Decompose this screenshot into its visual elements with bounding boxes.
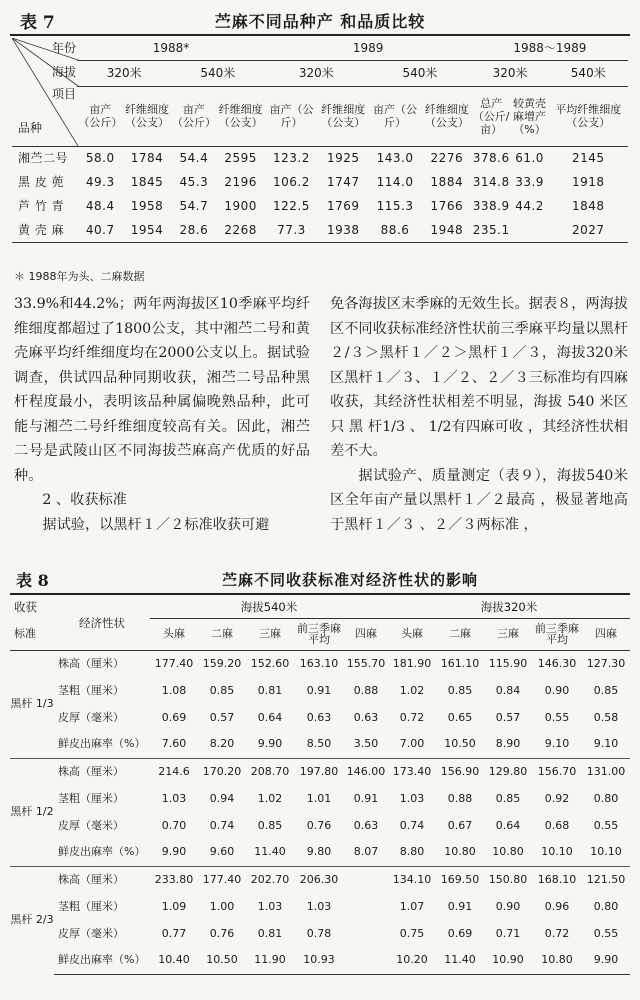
cell: 181.90 <box>392 656 432 670</box>
cell: 2027 <box>549 219 628 243</box>
cell: 0.55 <box>593 818 619 832</box>
cell: 0.96 <box>544 899 570 913</box>
cell: 9.90 <box>257 737 283 751</box>
cell: 168.10 <box>532 866 582 893</box>
cell <box>511 219 549 243</box>
cell: 40.7 <box>77 219 123 243</box>
cell: 1.03 <box>257 899 283 913</box>
cell: 10.10 <box>590 845 622 859</box>
cell: 44.2 <box>515 199 544 213</box>
cell: 122.5 <box>273 199 310 213</box>
table-row <box>10 731 630 758</box>
cell: 146.30 <box>537 656 577 670</box>
econ-trait-header: 经济性状 <box>54 596 150 650</box>
cell: 177.40 <box>198 866 246 893</box>
cell: 2196 <box>224 175 257 189</box>
corner-variety: 品种 <box>18 121 43 135</box>
cell: 115.90 <box>488 656 528 670</box>
cell: 235.1 <box>472 219 511 243</box>
cell: 10.20 <box>388 947 436 974</box>
cell: 1.02 <box>257 791 283 805</box>
cell: 8.50 <box>306 737 332 751</box>
table8-title: 苎麻不同收获标准对经济性状的影响 <box>221 571 478 589</box>
cell: 1.01 <box>306 791 332 805</box>
indicator-name: 株高（厘米） <box>58 656 124 670</box>
cell: 0.85 <box>593 683 619 697</box>
table-row <box>12 147 628 171</box>
cell: 1.03 <box>161 791 187 805</box>
cell: 0.74 <box>399 818 425 832</box>
cell: 88.6 <box>368 219 422 243</box>
cell: 0.80 <box>593 899 619 913</box>
cell: 49.3 <box>85 175 115 189</box>
corner-year: 年份 <box>52 41 77 55</box>
cell: 161.10 <box>440 656 480 670</box>
cell: 0.71 <box>495 926 521 940</box>
cell: 54.4 <box>179 151 209 166</box>
cell: 0.85 <box>447 683 473 697</box>
cell: 202.70 <box>246 866 294 893</box>
cell: 0.94 <box>209 791 235 805</box>
cell: 9.10 <box>544 737 570 751</box>
cell: 10.50 <box>444 737 476 751</box>
altitude-header: 540米 <box>171 60 265 86</box>
cell: 0.72 <box>544 926 570 940</box>
cell: 1845 <box>130 175 164 189</box>
cell: 0.78 <box>306 926 332 940</box>
year-header: 1988* <box>152 41 190 56</box>
cell: 0.57 <box>495 710 521 724</box>
cell: 1884 <box>430 175 464 189</box>
table8-header <box>10 566 630 592</box>
cell: 0.88 <box>353 683 379 697</box>
cell: 7.60 <box>161 737 187 751</box>
cell: 1925 <box>326 151 360 166</box>
column-header: 三麻 <box>246 618 294 650</box>
column-header: 二麻 <box>198 618 246 650</box>
table7-top-rule <box>10 34 630 36</box>
column-header: 前三季麻平均 <box>294 618 344 650</box>
altitude-group-header: 海拔540米 <box>240 599 298 614</box>
subheader: 较黄壳麻增产（%） <box>511 86 549 146</box>
cell: 173.40 <box>388 758 436 785</box>
cell: 10.80 <box>532 947 582 974</box>
cell: 10.93 <box>294 947 344 974</box>
altitude-header: 320米 <box>472 60 549 86</box>
cell: 0.70 <box>161 818 187 832</box>
cell: 0.85 <box>495 791 521 805</box>
cell: 0.80 <box>593 791 619 805</box>
indicator-name: 茎粗（厘米） <box>58 899 124 913</box>
cell: 0.69 <box>161 710 187 724</box>
cell: 0.69 <box>447 926 473 940</box>
indicator-name: 鲜皮出麻率（%） <box>54 947 150 974</box>
subheader: 纤维细度（公支） <box>123 86 171 146</box>
cell: 0.74 <box>209 818 235 832</box>
cell: 77.3 <box>265 219 319 243</box>
cell: 0.57 <box>209 710 235 724</box>
cell: 0.91 <box>306 683 332 697</box>
cell: 9.80 <box>306 845 332 859</box>
cell: 0.91 <box>353 791 379 805</box>
cell: 10.40 <box>150 947 198 974</box>
indicator-name: 鲜皮出麻率（%） <box>58 737 146 751</box>
table-row <box>10 866 630 893</box>
paragraph: 据试验，以黑杆１／２标准收获可避 <box>42 516 270 533</box>
cell: 1747 <box>326 175 360 189</box>
indicator-name: 皮厚（毫米） <box>58 710 124 724</box>
cell: 143.0 <box>376 151 414 166</box>
variety-name: 芦 竹 青 <box>18 199 65 213</box>
cell: 10.50 <box>198 947 246 974</box>
cell: 155.70 <box>346 656 386 670</box>
cell: 10.10 <box>541 845 573 859</box>
table-row <box>10 785 630 812</box>
table-row <box>10 920 630 947</box>
table8-label: 表 8 <box>16 571 49 590</box>
cell: 8.20 <box>209 737 235 751</box>
table-row <box>10 758 630 785</box>
cell: 1.03 <box>399 791 425 805</box>
table8 <box>10 596 630 975</box>
cell: 7.00 <box>399 737 425 751</box>
table7-header <box>10 6 630 34</box>
cell: 11.40 <box>436 947 484 974</box>
cell: 9.10 <box>593 737 619 751</box>
cell: 233.80 <box>150 866 198 893</box>
indicator-name: 皮厚（毫米） <box>58 926 124 940</box>
cell: 2145 <box>571 151 605 166</box>
table-row <box>12 171 628 195</box>
subheader: 平均纤维细度（公支） <box>549 86 628 146</box>
subheader: 亩产（公斤） <box>368 86 422 146</box>
cell: 214.6 <box>150 758 198 785</box>
cell: 1954 <box>123 219 171 243</box>
cell: 2276 <box>430 151 464 166</box>
cell: 1900 <box>224 199 257 213</box>
cell: 48.4 <box>85 199 115 213</box>
table-row <box>12 195 628 219</box>
cell: 0.65 <box>447 710 473 724</box>
cell: 0.85 <box>209 683 235 697</box>
cell: 1.07 <box>399 899 425 913</box>
cell: 0.63 <box>353 818 379 832</box>
column-header: 二麻 <box>436 618 484 650</box>
cell: 159.20 <box>202 656 242 670</box>
cell: 156.90 <box>436 758 484 785</box>
cell: 314.8 <box>472 175 510 189</box>
subheader: 亩产（公斤） <box>77 86 123 146</box>
cell: 0.91 <box>447 899 473 913</box>
column-header: 头麻 <box>388 618 436 650</box>
cell: 0.75 <box>399 926 425 940</box>
cell: 2268 <box>217 219 265 243</box>
table7-label: 表 7 <box>20 13 55 33</box>
cell: 106.2 <box>273 175 310 189</box>
cell: 129.80 <box>484 758 532 785</box>
cell: 163.10 <box>299 656 339 670</box>
cell: 2595 <box>224 151 257 166</box>
cell: 8.90 <box>495 737 521 751</box>
cell: 338.9 <box>472 199 510 213</box>
corner-item: 项目 <box>52 87 77 101</box>
indicator-name: 茎粗（厘米） <box>58 791 124 805</box>
cell: 0.55 <box>544 710 570 724</box>
cell: 3.50 <box>353 737 379 751</box>
cell: 177.40 <box>154 656 194 670</box>
cell: 0.64 <box>495 818 521 832</box>
cell: 45.3 <box>179 175 209 189</box>
subheader: 亩产（公斤） <box>171 86 217 146</box>
cell: 127.30 <box>586 656 626 670</box>
cell <box>344 920 388 947</box>
cell: 10.90 <box>484 947 532 974</box>
cell: 169.50 <box>436 866 484 893</box>
cell: 1938 <box>318 219 368 243</box>
cell: 0.63 <box>353 710 379 724</box>
corner-altitude: 海拔 <box>52 65 77 79</box>
cell: 0.63 <box>306 710 332 724</box>
cell: 1848 <box>571 199 605 213</box>
year-header: 1989 <box>352 41 384 56</box>
altitude-header: 320米 <box>77 60 171 86</box>
table-row <box>10 650 630 677</box>
cell: 0.81 <box>257 926 283 940</box>
table-row <box>10 839 630 866</box>
cell: 8.07 <box>353 845 379 859</box>
table8-top-rule <box>10 593 630 595</box>
indicator-name: 茎粗（厘米） <box>58 683 124 697</box>
altitude-header: 540米 <box>549 60 628 86</box>
cell: 208.70 <box>246 758 294 785</box>
table-row <box>12 219 628 243</box>
harvest-standard: 黑杆 1/3 <box>10 697 54 710</box>
cell: 0.90 <box>495 899 521 913</box>
cell: 1766 <box>430 199 464 213</box>
text-column-left <box>14 292 310 537</box>
cell: 0.68 <box>544 818 570 832</box>
cell: 1784 <box>130 151 164 166</box>
corner-standard: 标准 <box>10 618 54 650</box>
cell: 131.00 <box>582 758 630 785</box>
cell: 0.55 <box>593 926 619 940</box>
cell <box>344 947 388 974</box>
cell: 1.08 <box>161 683 187 697</box>
cell <box>344 893 388 920</box>
cell: 0.72 <box>399 710 425 724</box>
cell: 10.80 <box>492 845 524 859</box>
cell: 1918 <box>571 175 605 189</box>
harvest-standard: 黑杆 2/3 <box>10 866 54 974</box>
cell: 1.00 <box>209 899 235 913</box>
altitude-header: 540米 <box>368 60 472 86</box>
paragraph: 33.9%和44.2%；两年两海拔区10季麻平均纤维细度都超过了1800公支，其中湘苎二号和黄壳麻平均纤维细度均在2000公支以上。据试验调查，供试四品种同期收获，湘苎二号品种黑杆程度最小，表明该品种属偏晚熟品种，此可能与湘苎二号纤维细度较高有关。因此，湘苎二号是武陵山区不同海拔苎麻高产优质的好品种。 <box>14 296 310 484</box>
cell: 1.03 <box>306 899 332 913</box>
table-row <box>10 947 630 974</box>
harvest-standard: 黑杆 1/2 <box>10 758 54 866</box>
table7-corner-cell <box>12 38 77 146</box>
cell: 156.70 <box>532 758 582 785</box>
cell: 197.80 <box>294 758 344 785</box>
cell: 1948 <box>422 219 472 243</box>
cell: 0.85 <box>257 818 283 832</box>
table-row <box>10 893 630 920</box>
cell: 1.09 <box>161 899 187 913</box>
cell: 0.92 <box>544 791 570 805</box>
cell: 170.20 <box>198 758 246 785</box>
cell: 0.76 <box>306 818 332 832</box>
cell: 0.67 <box>447 818 473 832</box>
cell: 9.60 <box>209 845 235 859</box>
cell: 206.30 <box>294 866 344 893</box>
cell: 9.90 <box>582 947 630 974</box>
cell: 11.40 <box>254 845 286 859</box>
cell: 152.60 <box>250 656 290 670</box>
subheader: 纤维细度（公支） <box>217 86 265 146</box>
cell: 9.90 <box>161 845 187 859</box>
cell: 1.02 <box>399 683 425 697</box>
column-header: 前三季麻平均 <box>532 618 582 650</box>
table-row <box>10 812 630 839</box>
cell: 0.58 <box>593 710 619 724</box>
cell: 0.81 <box>257 683 283 697</box>
column-header: 头麻 <box>150 618 198 650</box>
indicator-name: 皮厚（毫米） <box>58 818 124 832</box>
table-row <box>10 677 630 704</box>
cell: 0.76 <box>209 926 235 940</box>
cell: 33.9 <box>515 175 544 189</box>
subheader: 纤维细度（公支） <box>318 86 368 146</box>
cell: 114.0 <box>376 175 414 189</box>
cell: 10.80 <box>444 845 476 859</box>
cell: 150.80 <box>484 866 532 893</box>
table-row <box>10 704 630 731</box>
indicator-name: 株高（厘米） <box>54 758 150 785</box>
subheader: 亩产（公斤） <box>265 86 319 146</box>
cell: 0.84 <box>495 683 521 697</box>
paragraph: 据试验产、质量测定（表９），海拔540米区全年亩产量以黑杆１／２最高 ，极显著地高于黑杆１／３ 、２／３两标准 ， <box>330 467 628 533</box>
cell: 123.2 <box>273 151 310 166</box>
year-header: 1988～1989 <box>513 41 587 56</box>
indicator-name: 株高（厘米） <box>54 866 150 893</box>
cell: 8.80 <box>399 845 425 859</box>
subheader: 总产（公斤/亩） <box>472 86 511 146</box>
altitude-header: 320米 <box>265 60 369 86</box>
paragraph: 免各海拔区末季麻的无效生长。据表８，两海拔区不同收获标准经济性状前三季麻平均量以黑杆２/３＞黑杆１／２＞黑杆１／３，海拔320米区黑杆１／３、１／２、２／３三标准均有四麻收获，其经济性状相差不明显，海拔 540 米区只 黑 杆1/3 、 1/2有四麻可收 ，其经济性状相差不大。 <box>330 296 628 459</box>
cell: 378.6 <box>472 151 510 166</box>
cell: 0.64 <box>257 710 283 724</box>
cell: 1769 <box>326 199 360 213</box>
cell: 0.77 <box>161 926 187 940</box>
cell: 11.90 <box>246 947 294 974</box>
variety-name: 黑 皮 蔸 <box>18 175 65 189</box>
column-header: 四麻 <box>582 618 630 650</box>
table7-footnote: ＊ 1988年为头、二麻数据 <box>14 270 145 283</box>
cell: 121.50 <box>582 866 630 893</box>
column-header: 三麻 <box>484 618 532 650</box>
indicator-name: 鲜皮出麻率（%） <box>58 845 146 859</box>
cell: 115.3 <box>376 199 414 213</box>
cell: 0.90 <box>544 683 570 697</box>
text-column-right <box>330 292 628 537</box>
cell: 1958 <box>130 199 164 213</box>
section-heading: 2 、收获标准 <box>42 492 127 508</box>
cell: 146.00 <box>344 758 388 785</box>
table7-title: 苎麻不同品种产 和品质比较 <box>214 12 426 31</box>
cell <box>344 866 388 893</box>
variety-name: 黄 壳 麻 <box>12 219 77 243</box>
cell: 58.0 <box>85 151 115 166</box>
column-header: 四麻 <box>344 618 388 650</box>
corner-harvest: 收获 <box>14 600 37 614</box>
cell: 61.0 <box>515 151 544 166</box>
cell: 0.88 <box>447 791 473 805</box>
table7 <box>12 38 628 243</box>
cell: 54.7 <box>179 199 209 213</box>
subheader: 纤维细度（公支） <box>422 86 472 146</box>
cell: 134.10 <box>388 866 436 893</box>
altitude-group-header: 海拔320米 <box>480 599 538 614</box>
cell: 28.6 <box>171 219 217 243</box>
variety-name: 湘苎二号 <box>18 151 69 166</box>
